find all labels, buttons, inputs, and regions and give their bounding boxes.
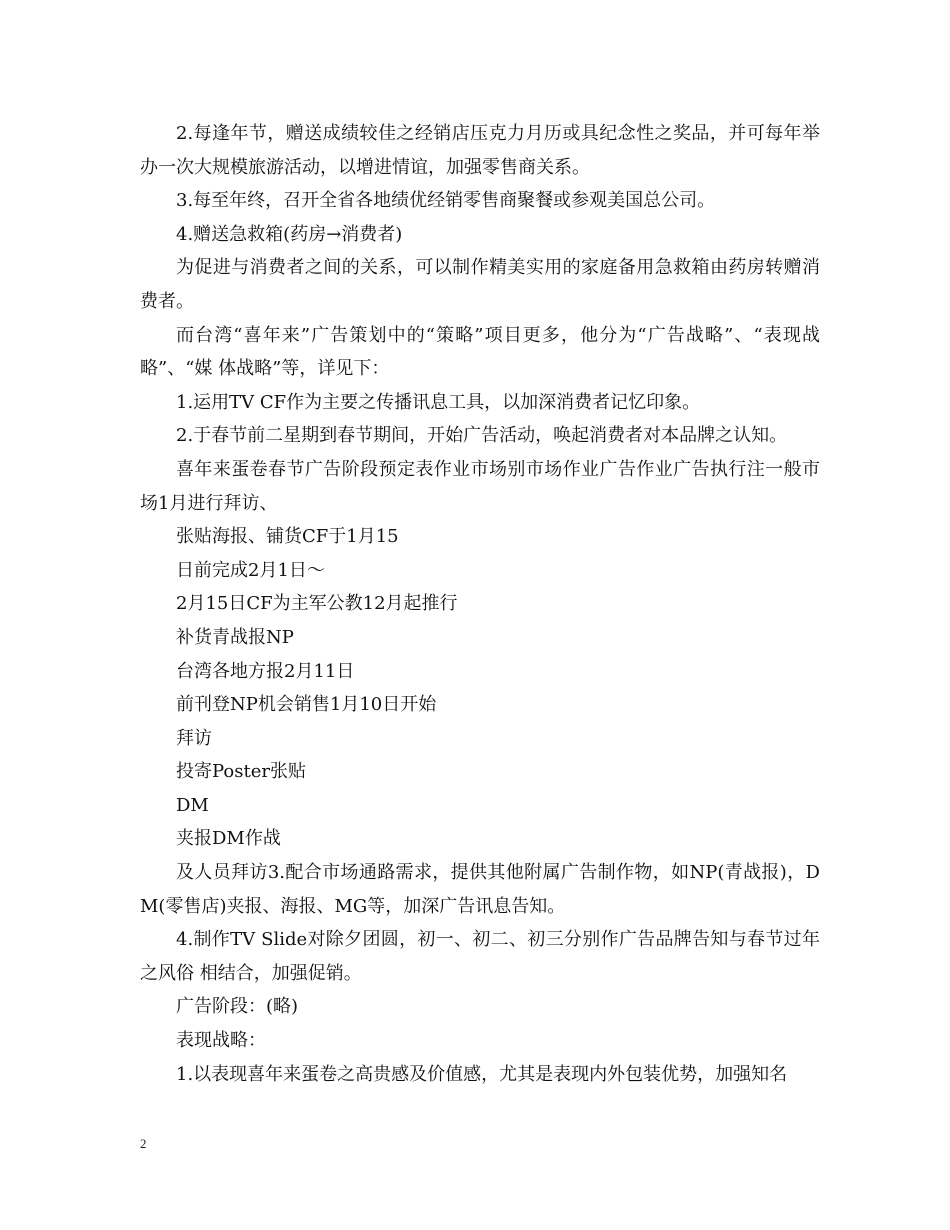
paragraph: 投寄Poster张贴 [176, 761, 306, 783]
paragraph: 表现战略： [176, 1030, 266, 1052]
paragraph: 2.每逢年节，赠送成绩较佳之经销店压克力月历或具纪念性之奖品，并可每年举办一次大规模旅游活动，以增进情谊，加强零售商关系。 [140, 123, 820, 178]
paragraph: 2月15日CF为主军公教12月起推行 [176, 593, 458, 615]
paragraph: 拜访 [176, 727, 212, 749]
page-number: 2 [140, 1136, 147, 1151]
paragraph: DM [176, 794, 209, 816]
paragraph: 4.制作TV Slide对除夕团圆，初一、初二、初三分别作广告品牌告知与春节过年之风俗 相结合，加强促销。 [140, 929, 820, 984]
paragraph: 及人员拜访3.配合市场通路需求，提供其他附属广告制作物，如NP(青战报)，DM(零售店)夹报、海报、MG等，加深广告讯息告知。 [140, 862, 820, 917]
document-body [140, 117, 820, 1091]
paragraph: 而台湾“喜年来”广告策划中的“策略”项目更多，他分为“广告战略”、“表现战略”、“媒 体战略”等，详见下： [140, 324, 820, 380]
paragraph: 喜年来蛋卷春节广告阶段预定表作业市场别市场作业广告作业广告执行注一般市场1月进行拜访、 [140, 458, 820, 514]
paragraph: 夹报DM作战 [176, 828, 281, 850]
paragraph: 广告阶段：(略) [176, 996, 299, 1018]
paragraph: 3.每至年终，召开全省各地绩优经销零售商聚餐或参观美国总公司。 [176, 190, 716, 212]
paragraph: 1.运用TV CF作为主要之传播讯息工具，以加深消费者记忆印象。 [176, 391, 701, 413]
paragraph: 4.赠送急救箱(药房→消费者) [176, 223, 403, 245]
paragraph: 日前完成2月1日～ [176, 559, 325, 581]
paragraph: 补货青战报NP [176, 626, 294, 648]
paragraph: 张贴海报、铺货CF于1月15 [176, 526, 399, 548]
paragraph: 为促进与消费者之间的关系，可以制作精美实用的家庭备用急救箱由药房转赠消费者。 [140, 257, 820, 312]
paragraph: 前刊登NP机会销售1月10日开始 [176, 694, 437, 716]
paragraph: 2.于春节前二星期到春节期间，开始广告活动，唤起消费者对本品牌之认知。 [176, 425, 788, 447]
paragraph: 1.以表现喜年来蛋卷之高贵感及价值感，尤其是表现内外包装优势，加强知名 [176, 1063, 788, 1085]
paragraph: 台湾各地方报2月11日 [176, 660, 355, 682]
